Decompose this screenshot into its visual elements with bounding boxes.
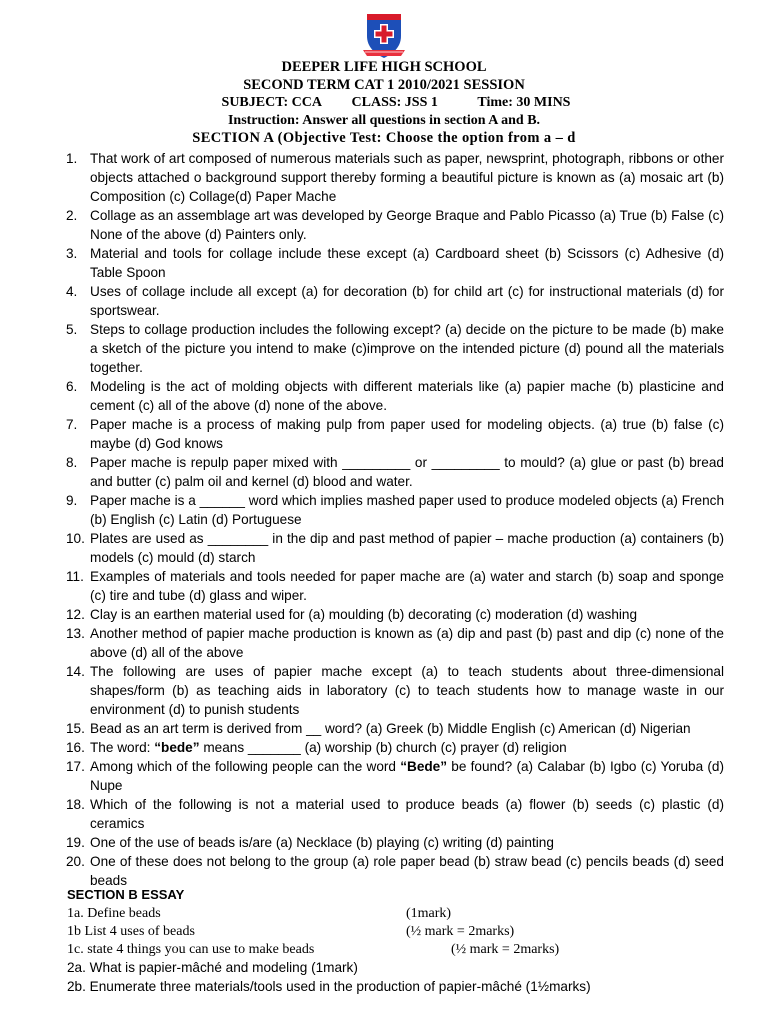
essay-1c-mark: (½ mark = 2marks) xyxy=(451,942,560,957)
essay-1c: 1c. state 4 things you can use to make beads xyxy=(67,942,315,957)
essay-2a: 2a. What is papier-mâché and modeling (1mark) xyxy=(67,960,358,975)
question-item: 9. Paper mache is a ______ word which implies mashed paper used to produce modeled objects (a) French (b) English (c) Latin (d) Portuguese xyxy=(66,493,724,527)
question-item: 5. Steps to collage production includes the following except? (a) decide on the picture to be made (b) make a sketch of the picture you intend to make (c)improve on the intended picture (d) pound all the materials together. xyxy=(66,322,724,375)
essay-1b-mark: (½ mark = 2marks) xyxy=(406,924,515,939)
essay-1a-mark: (1mark) xyxy=(406,906,452,921)
question-item: 7. Paper mache is a process of making pulp from paper used for modeling objects. (a) true (b) false (c) maybe (d) God knows xyxy=(66,417,724,451)
question-item: 17. Among which of the following people can the word “Bede” be found? (a) Calabar (b) Igbo (c) Yoruba (d) Nupe xyxy=(66,759,724,793)
bold-term: “Bede” xyxy=(400,759,448,774)
essay-1a: 1a. Define beads xyxy=(67,906,161,921)
essay-2b: 2b. Enumerate three materials/tools used in the production of papier-mâché (1½marks) xyxy=(67,979,591,994)
question-item: 1. That work of art composed of numerous materials such as paper, newsprint, photograph, ribbons or other objects attached o background support thereby forming a beautiful picture is known as (a) mosaic art (b) Composition (c) Collage(d) Paper Mache xyxy=(66,151,724,204)
question-item: 14. The following are uses of papier mache except (a) to teach students about three-dimensional shapes/form (b) as teaching aids in laboratory (c) to teach students how to manage waste in our environment (d) to punish students xyxy=(66,664,724,717)
question-item: 6. Modeling is the act of molding objects with different materials like (a) papier mache (b) plasticine and cement (c) all of the above (d) none of the above. xyxy=(66,379,724,413)
essay-1b: 1b List 4 uses of beads xyxy=(67,924,195,939)
question-item: 3. Material and tools for collage include these except (a) Cardboard sheet (b) Scissors (c) Adhesive (d) Table Spoon xyxy=(66,246,724,280)
question-item: 19. One of the use of beads is/are (a) Necklace (b) playing (c) writing (d) painting xyxy=(66,835,554,850)
question-item: 10. Plates are used as ________ in the dip and past method of papier – mache production (a) containers (b) models (c) mould (d) starch xyxy=(66,531,724,565)
subject-line xyxy=(0,95,768,111)
question-item: 16. The word: “bede” means _______ (a) worship (b) church (c) prayer (d) religion xyxy=(66,740,567,755)
bold-term: “bede” xyxy=(154,740,200,755)
school-logo-icon xyxy=(359,12,409,60)
question-item: 8. Paper mache is repulp paper mixed with _________ or _________ to mould? (a) glue or past (b) bread and butter (c) palm oil and kernel (d) blood and water. xyxy=(66,455,724,489)
question-item: 2. Collage as an assemblage art was developed by George Braque and Pablo Picasso (a) True (b) False (c) None of the above (d) Painters only. xyxy=(66,208,724,242)
time: Time: 30 MINS xyxy=(477,95,571,110)
session-title: SECOND TERM CAT 1 2010/2021 SESSION xyxy=(243,77,525,93)
question-item: 12. Clay is an earthen material used for (a) moulding (b) decorating (c) moderation (d) washing xyxy=(66,607,638,622)
school-name: DEEPER LIFE HIGH SCHOOL xyxy=(281,59,487,75)
question-item: 4. Uses of collage include all except (a) for decoration (b) for child art (c) for instructional materials (d) for sportswear. xyxy=(66,284,724,318)
instruction: Instruction: Answer all questions in section A and B. xyxy=(227,113,541,128)
subject: SUBJECT: CCA xyxy=(221,95,323,110)
question-list xyxy=(66,149,724,890)
question-item: 11. Examples of materials and tools needed for paper mache are (a) water and starch (b) soap and sponge (c) tire and tube (d) glass and wiper. xyxy=(66,569,724,603)
section-a-title: SECTION A (Objective Test: Choose the option from a – d xyxy=(192,130,576,146)
section-b-title: SECTION B ESSAY xyxy=(67,887,185,902)
question-item: 15. Bead as an art term is derived from __ word? (a) Greek (b) Middle English (c) American (d) Nigerian xyxy=(66,721,691,736)
question-item: 18. Which of the following is not a material used to produce beads (a) flower (b) seeds (c) plastic (d) ceramics xyxy=(66,797,724,831)
question-item: 20. One of these does not belong to the group (a) role paper bead (b) straw bead (c) pencils beads (d) seed beads xyxy=(66,854,724,888)
question-item: 13. Another method of papier mache production is known as (a) dip and past (b) past and dip (c) none of the above (d) all of the above xyxy=(66,626,724,660)
class: CLASS: JSS 1 xyxy=(351,95,438,110)
